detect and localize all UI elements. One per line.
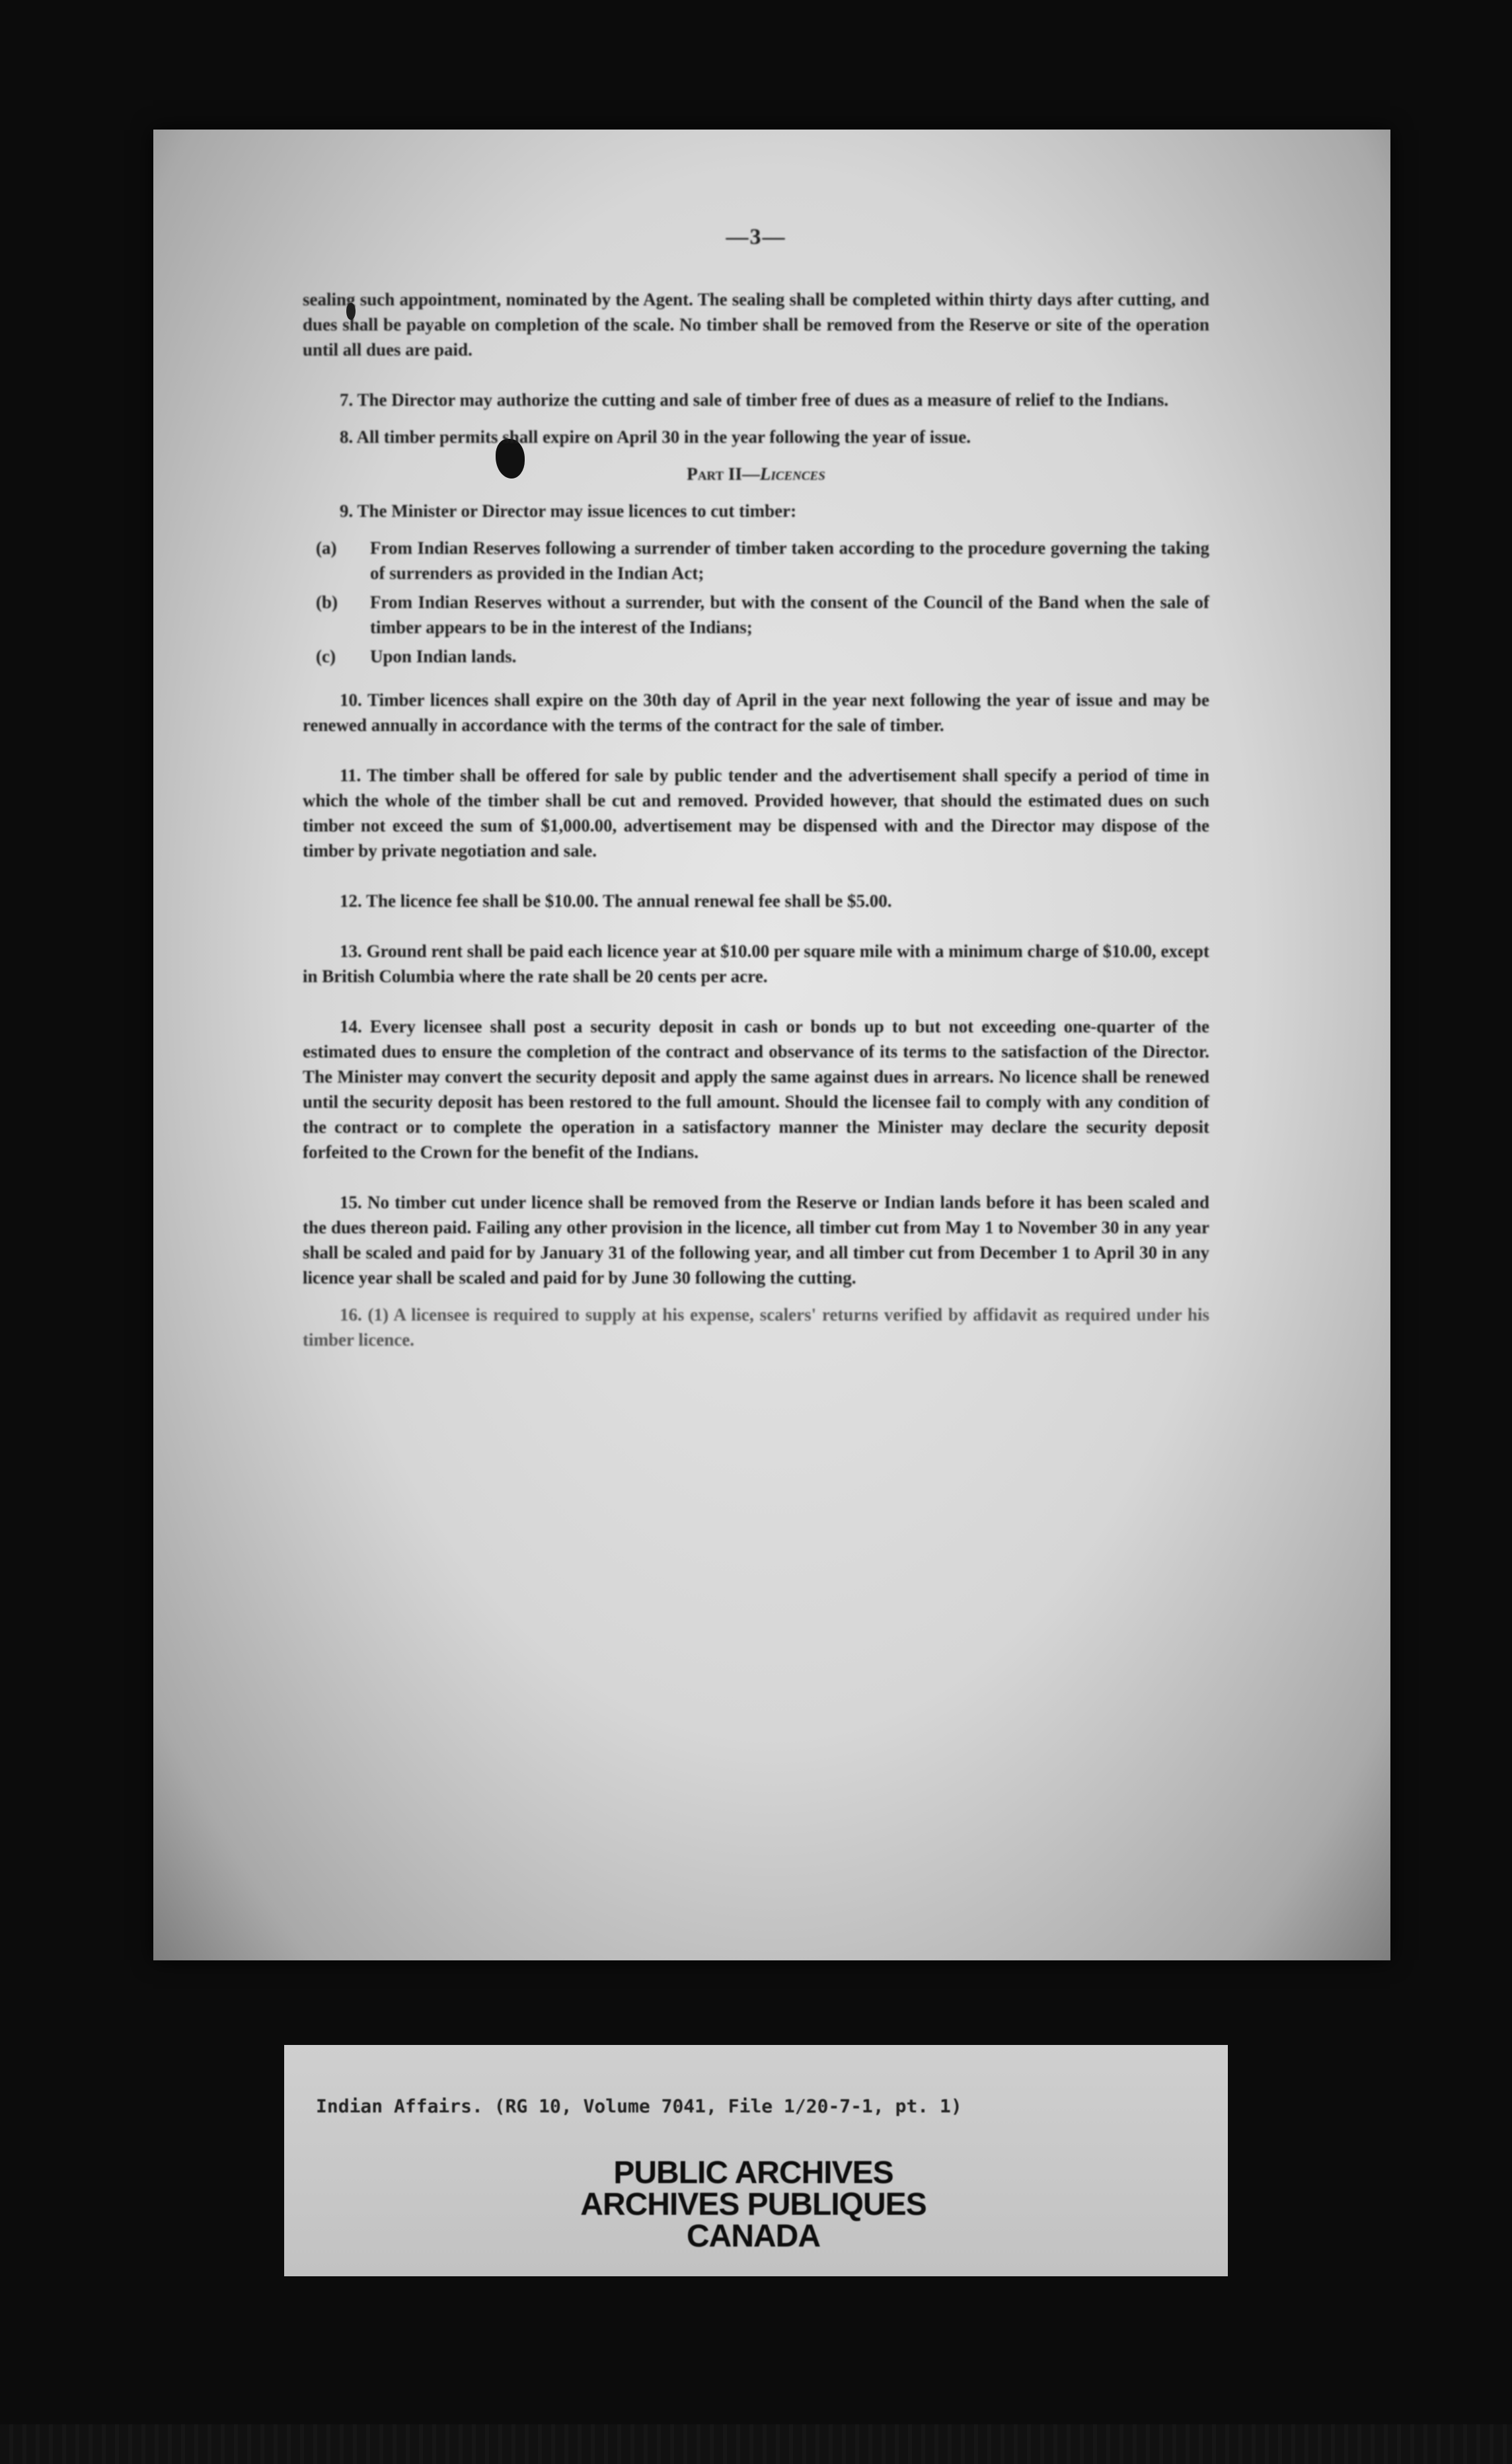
- paragraph-8: 8. All timber permits shall expire on April 30 in the year following the year of issue.: [340, 427, 971, 447]
- paragraph-10: 10. Timber licences shall expire on the 30th day of April in the year next following the year of issue and may be renewed annually in accordance with the terms of the contract for the sale of timber.: [303, 690, 1209, 735]
- item-label: (c): [316, 646, 336, 666]
- part-heading: [303, 461, 1209, 486]
- document-page: [153, 130, 1390, 1960]
- item-text: From Indian Reserves without a surrender, but with the consent of the Council of the Band when the sale of timber appears to be in the interest of the Indians;: [370, 592, 1209, 637]
- paragraph-9-items: [303, 535, 1209, 669]
- paragraph-15: 15. No timber cut under licence shall be removed from the Reserve or Indian lands before it has been scaled and the dues thereon paid. Failing any other provision in the licence, all timber cut from May 1 to November 30 in any year shall be scaled and paid for by January 31 of the following year, and all timber cut from December 1 to April 30 in any licence year shall be scaled and paid for by June 30 following the cutting.: [303, 1192, 1209, 1288]
- document-body: [303, 225, 1209, 1364]
- paragraph-13: 13. Ground rent shall be paid each licence year at $10.00 per square mile with a minimum charge of $10.00, except in British Columbia where the rate shall be 20 cents per acre.: [303, 941, 1209, 986]
- paragraph-opening: sealing such appointment, nominated by the Agent. The sealing shall be completed within thirty days after cutting, and dues shall be payable on completion of the scale. No timber shall be removed from the Reserve or site of the operation until all dues are paid.: [303, 289, 1209, 360]
- part-title: Licences: [759, 464, 825, 484]
- item-text: From Indian Reserves following a surrender of timber taken according to the procedure governing the taking of surrenders as provided in the Indian Act;: [370, 538, 1209, 583]
- paragraph-7: 7. The Director may authorize the cutting and sale of timber free of dues as a measure of relief to the Indians.: [340, 390, 1169, 410]
- stamp-line-2: ARCHIVES PUBLIQUES: [580, 2187, 926, 2222]
- stamp-line-1: PUBLIC ARCHIVES: [613, 2155, 893, 2190]
- list-item: [303, 535, 1209, 586]
- paragraph-9: 9. The Minister or Director may issue licences to cut timber:: [340, 501, 797, 521]
- paragraph-11: 11. The timber shall be offered for sale by public tender and the advertisement shall specify a period of time in which the whole of the timber shall be cut and removed. Provided however, that should the estimated dues on such timber not exceed the sum of $1,000.00, advertisement may be dispensed with and the Director may dispose of the timber by private negotiation and sale.: [303, 765, 1209, 861]
- item-label: (a): [316, 538, 337, 558]
- item-label: (b): [316, 592, 338, 612]
- item-text: Upon Indian lands.: [370, 646, 517, 666]
- part-label: Part II—: [687, 464, 760, 484]
- paragraph-12: 12. The licence fee shall be $10.00. The annual renewal fee shall be $5.00.: [340, 891, 892, 911]
- paragraph-16: 16. (1) A licensee is required to supply at his expense, scalers' returns verified by affidavit as required under his timber licence.: [303, 1305, 1209, 1350]
- film-edge: [0, 2424, 1512, 2464]
- archive-stamp: [482, 2157, 1024, 2252]
- list-item: [303, 590, 1209, 640]
- stamp-line-3: CANADA: [687, 2219, 820, 2254]
- archive-reference: Indian Affairs. (RG 10, Volume 7041, File 1/20-7-1, pt. 1): [316, 2095, 962, 2117]
- paragraph-14: 14. Every licensee shall post a security deposit in cash or bonds up to but not exceeding one-quarter of the estimated dues to ensure the completion of the contract and observance of its terms to the satisfaction of the Director. The Minister may convert the security deposit and apply the same against dues in arrears. No licence shall be renewed until the security deposit has been restored to the full amount. Should the licensee fail to comply with any condition of the contract or to complete the operation in a satisfactory manner the Minister may declare the security deposit forfeited to the Crown for the benefit of the Indians.: [303, 1017, 1209, 1162]
- list-item: [303, 644, 1209, 669]
- page-number: —3—: [726, 225, 786, 249]
